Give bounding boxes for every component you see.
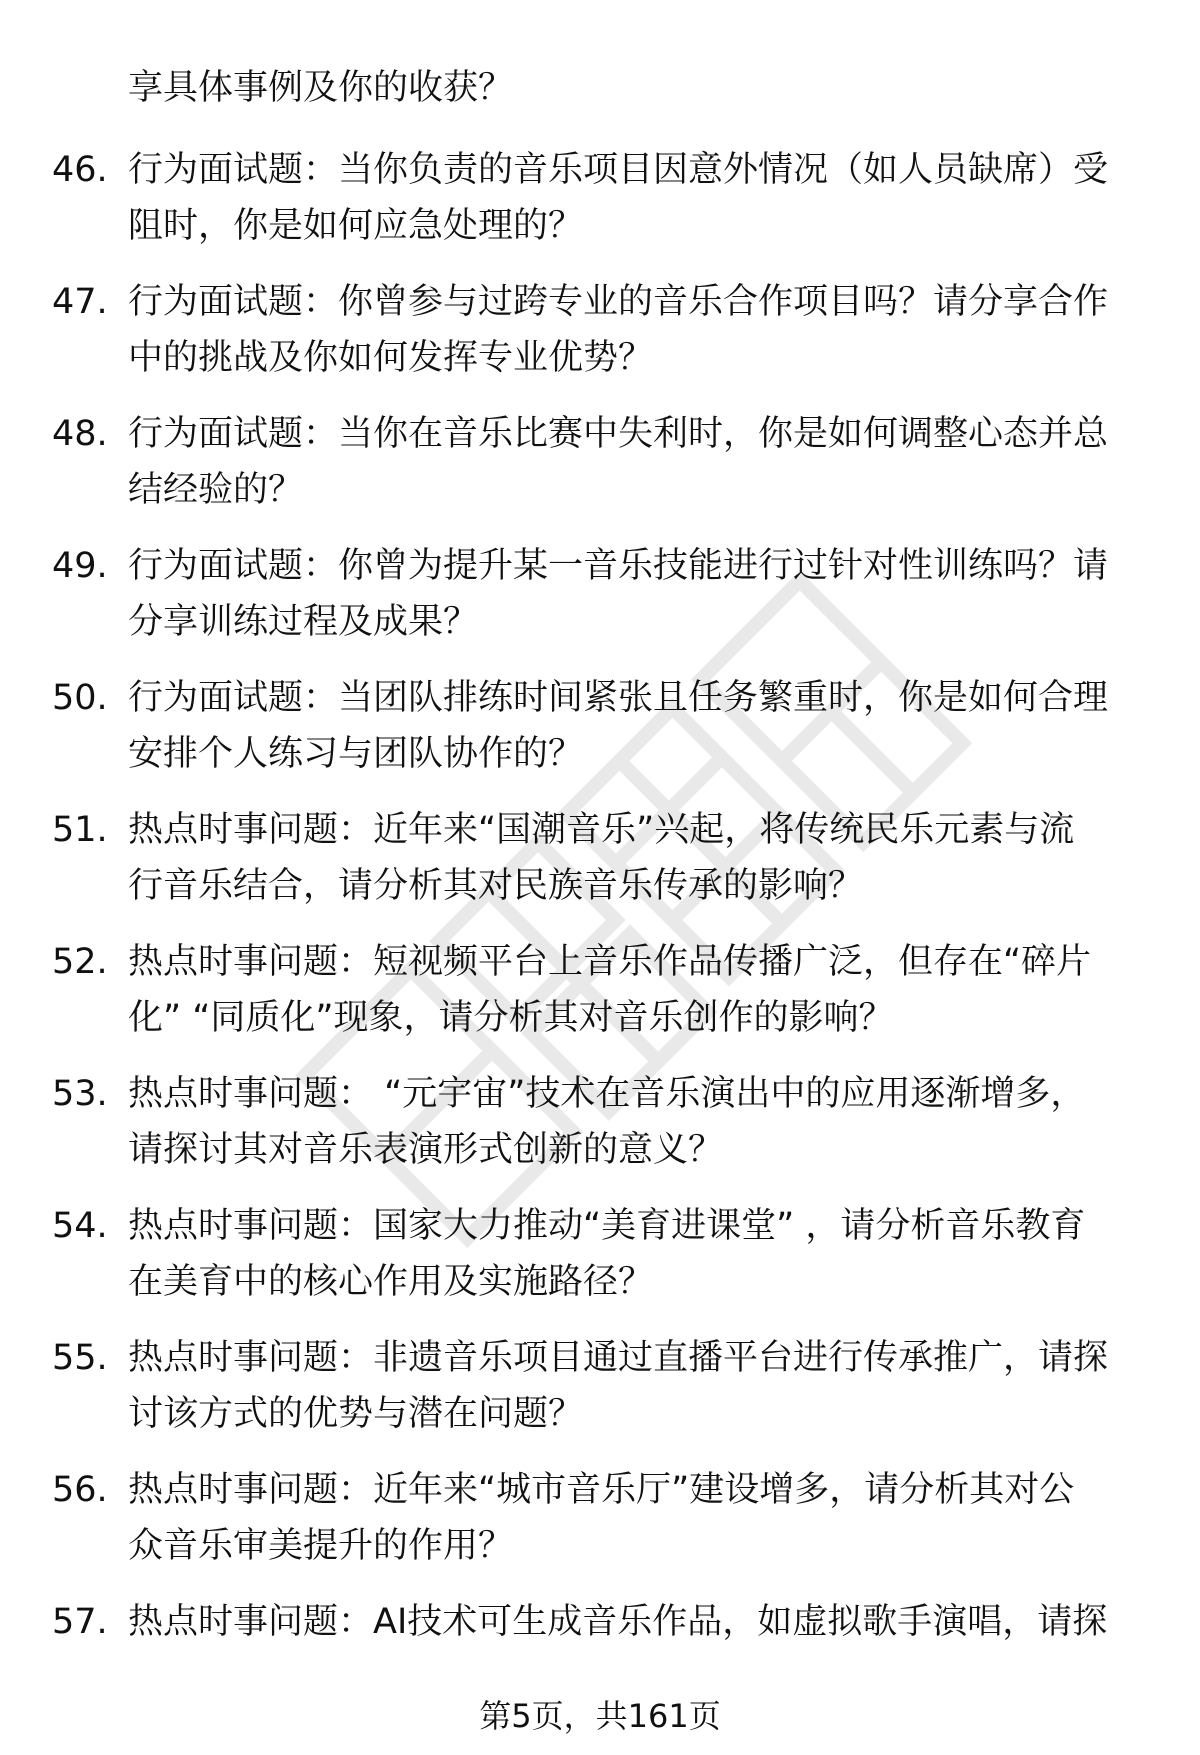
question-item (0, 802, 1200, 934)
question-text-line: 热点时事问题：短视频平台上音乐作品传播广泛，但存在“碎片 (128, 942, 1092, 982)
question-text (128, 142, 1138, 254)
question-number: 47. (52, 282, 108, 322)
question-text-line: 行为面试题：当团队排练时间紧张且任务繁重时，你是如何合理 (128, 678, 1109, 718)
question-text (128, 406, 1138, 518)
continued-question-line: 享具体事例及你的收获？ (128, 68, 514, 108)
question-text-line: 结经验的？ (128, 470, 304, 510)
question-text-line: 热点时事问题：近年来“国潮音乐”兴起，将传统民乐元素与流 (128, 810, 1075, 850)
question-number: 57. (52, 1602, 108, 1642)
question-item (0, 670, 1200, 802)
question-number: 49. (52, 546, 108, 586)
question-text (128, 934, 1138, 1046)
question-text-line: 中的挑战及你如何发挥专业优势？ (128, 338, 654, 378)
question-item (0, 1066, 1200, 1198)
question-item (0, 934, 1200, 1066)
question-number: 51. (52, 810, 108, 850)
question-item (0, 142, 1200, 274)
question-text (128, 802, 1138, 914)
question-text (128, 274, 1138, 386)
question-item (0, 538, 1200, 670)
question-text-line: 热点时事问题：非遗音乐项目通过直播平台进行传承推广，请探 (128, 1338, 1109, 1378)
question-text (128, 1594, 1138, 1650)
page-footer: 第5页，共161页 (479, 1697, 721, 1735)
question-text (128, 1330, 1138, 1442)
question-text (128, 670, 1138, 782)
question-text-line: 众音乐审美提升的作用？ (128, 1526, 514, 1566)
question-item (0, 1330, 1200, 1462)
question-text-line: 热点时事问题：AI技术可生成音乐作品，如虚拟歌手演唱，请探 (128, 1602, 1108, 1642)
question-text-line: 行为面试题：当你负责的音乐项目因意外情况（如人员缺席）受 (128, 150, 1109, 190)
question-text-line: 分享训练过程及成果？ (128, 602, 479, 642)
question-number: 54. (52, 1206, 108, 1246)
question-text (128, 1198, 1138, 1310)
question-item (0, 274, 1200, 406)
question-number: 53. (52, 1074, 108, 1114)
question-number: 56. (52, 1470, 108, 1510)
question-item (0, 1198, 1200, 1330)
question-text-line: 行为面试题：你曾为提升某一音乐技能进行过针对性训练吗？请 (128, 546, 1109, 586)
question-text-line: 讨该方式的优势与潜在问题？ (128, 1394, 584, 1434)
question-number: 46. (52, 150, 108, 190)
question-text-line: 热点时事问题：国家大力推动“美育进课堂” ，请分析音乐教育 (128, 1206, 1086, 1246)
question-list (0, 142, 1200, 1726)
question-number: 52. (52, 942, 108, 982)
question-text-line: 化” “同质化”现象，请分析其对音乐创作的影响？ (128, 998, 894, 1038)
question-text-line: 热点时事问题： “元宇宙”技术在音乐演出中的应用逐渐增多， (128, 1074, 1086, 1114)
question-text (128, 1066, 1138, 1178)
question-text-line: 安排个人练习与团队协作的？ (128, 734, 584, 774)
question-text-line: 请探讨其对音乐表演形式创新的意义？ (128, 1130, 724, 1170)
question-text (128, 538, 1138, 650)
question-text-line: 阻时，你是如何应急处理的？ (128, 206, 584, 246)
question-item (0, 406, 1200, 538)
question-item (0, 1462, 1200, 1594)
question-text-line: 热点时事问题：近年来“城市音乐厅”建设增多，请分析其对公 (128, 1470, 1075, 1510)
question-number: 50. (52, 678, 108, 718)
question-text-line: 行音乐结合，请分析其对民族音乐传承的影响？ (128, 866, 864, 906)
question-text (128, 1462, 1138, 1574)
question-number: 48. (52, 414, 108, 454)
question-text-line: 行为面试题：你曾参与过跨专业的音乐合作项目吗？请分享合作 (128, 282, 1109, 322)
question-text-line: 行为面试题：当你在音乐比赛中失利时，你是如何调整心态并总 (128, 414, 1109, 454)
question-number: 55. (52, 1338, 108, 1378)
question-text-line: 在美育中的核心作用及实施路径？ (128, 1262, 654, 1302)
